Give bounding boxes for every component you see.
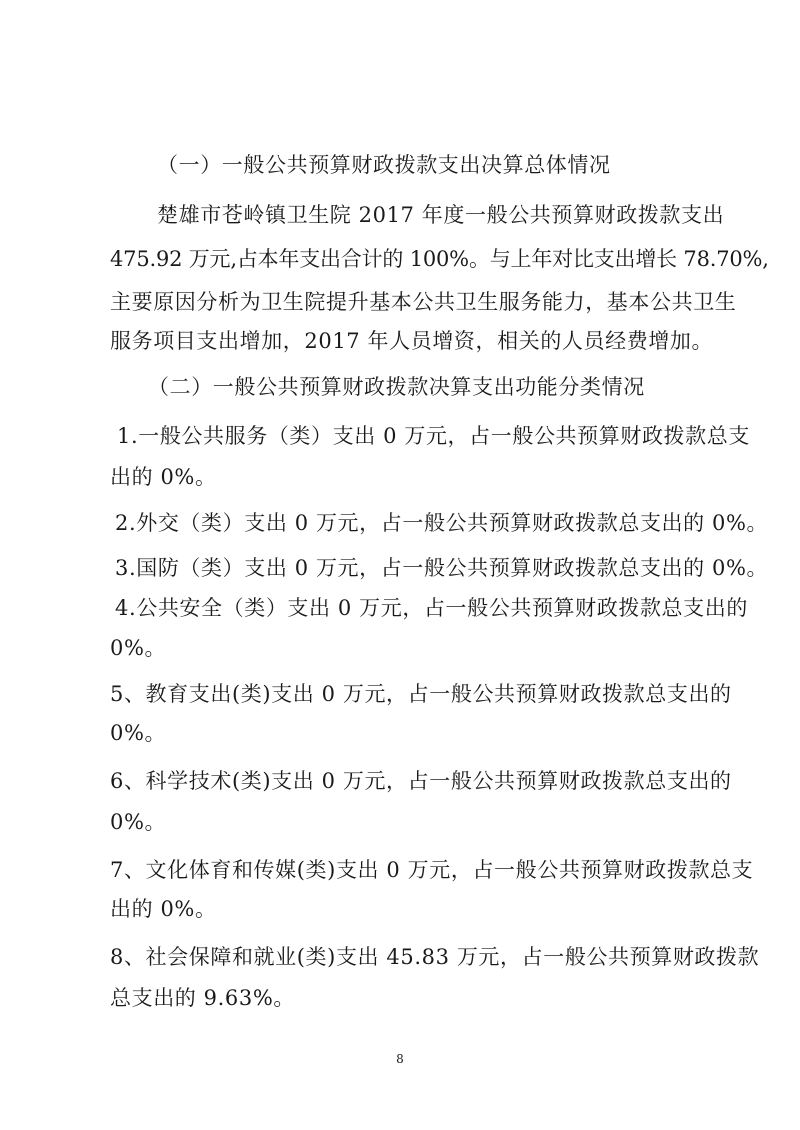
list-item-line: 1.一般公共服务（类）支出 0 万元，占一般公共预算财政拨款总支: [117, 424, 750, 448]
page-number: 8: [396, 1052, 404, 1066]
list-item-line: 6、科学技术(类)支出 0 万元，占一般公共预算财政拨款总支出的: [110, 769, 732, 793]
list-item-line: 7、文化体育和传媒(类)支出 0 万元，占一般公共预算财政拨款总支: [110, 858, 754, 882]
list-item-line: 出的 0%。: [110, 897, 217, 921]
list-item-line: 3.国防（类）支出 0 万元，占一般公共预算财政拨款总支出的 0%。: [115, 556, 769, 580]
paragraph-line: 主要原因分析为卫生院提升基本公共卫生服务能力，基本公共卫生: [110, 290, 737, 314]
list-item-line: 4.公共安全（类）支出 0 万元，占一般公共预算财政拨款总支出的: [115, 596, 748, 620]
section-heading-1: （一）一般公共预算财政拨款支出决算总体情况: [157, 153, 611, 177]
list-item-line: 5、教育支出(类)支出 0 万元，占一般公共预算财政拨款总支出的: [110, 682, 732, 706]
list-item-line: 8、社会保障和就业(类)支出 45.83 万元，占一般公共预算财政拨款: [110, 945, 760, 969]
paragraph-line: 服务项目支出增加，2017 年人员增资，相关的人员经费增加。: [110, 329, 714, 353]
paragraph-line: 475.92 万元,占本年支出合计的 100%。与上年对比支出增长 78.70%,: [110, 247, 769, 271]
paragraph-line: 楚雄市苍岭镇卫生院 2017 年度一般公共预算财政拨款支出: [157, 203, 725, 227]
list-item-line: 0%。: [110, 721, 167, 745]
list-item-line: 出的 0%。: [110, 465, 217, 489]
list-item-line: 2.外交（类）支出 0 万元，占一般公共预算财政拨款总支出的 0%。: [115, 511, 769, 535]
section-heading-2: （二）一般公共预算财政拨款决算支出功能分类情况: [148, 375, 645, 399]
list-item-line: 总支出的 9.63%。: [110, 986, 295, 1010]
list-item-line: 0%。: [110, 810, 167, 834]
list-item-line: 0%。: [110, 636, 167, 660]
